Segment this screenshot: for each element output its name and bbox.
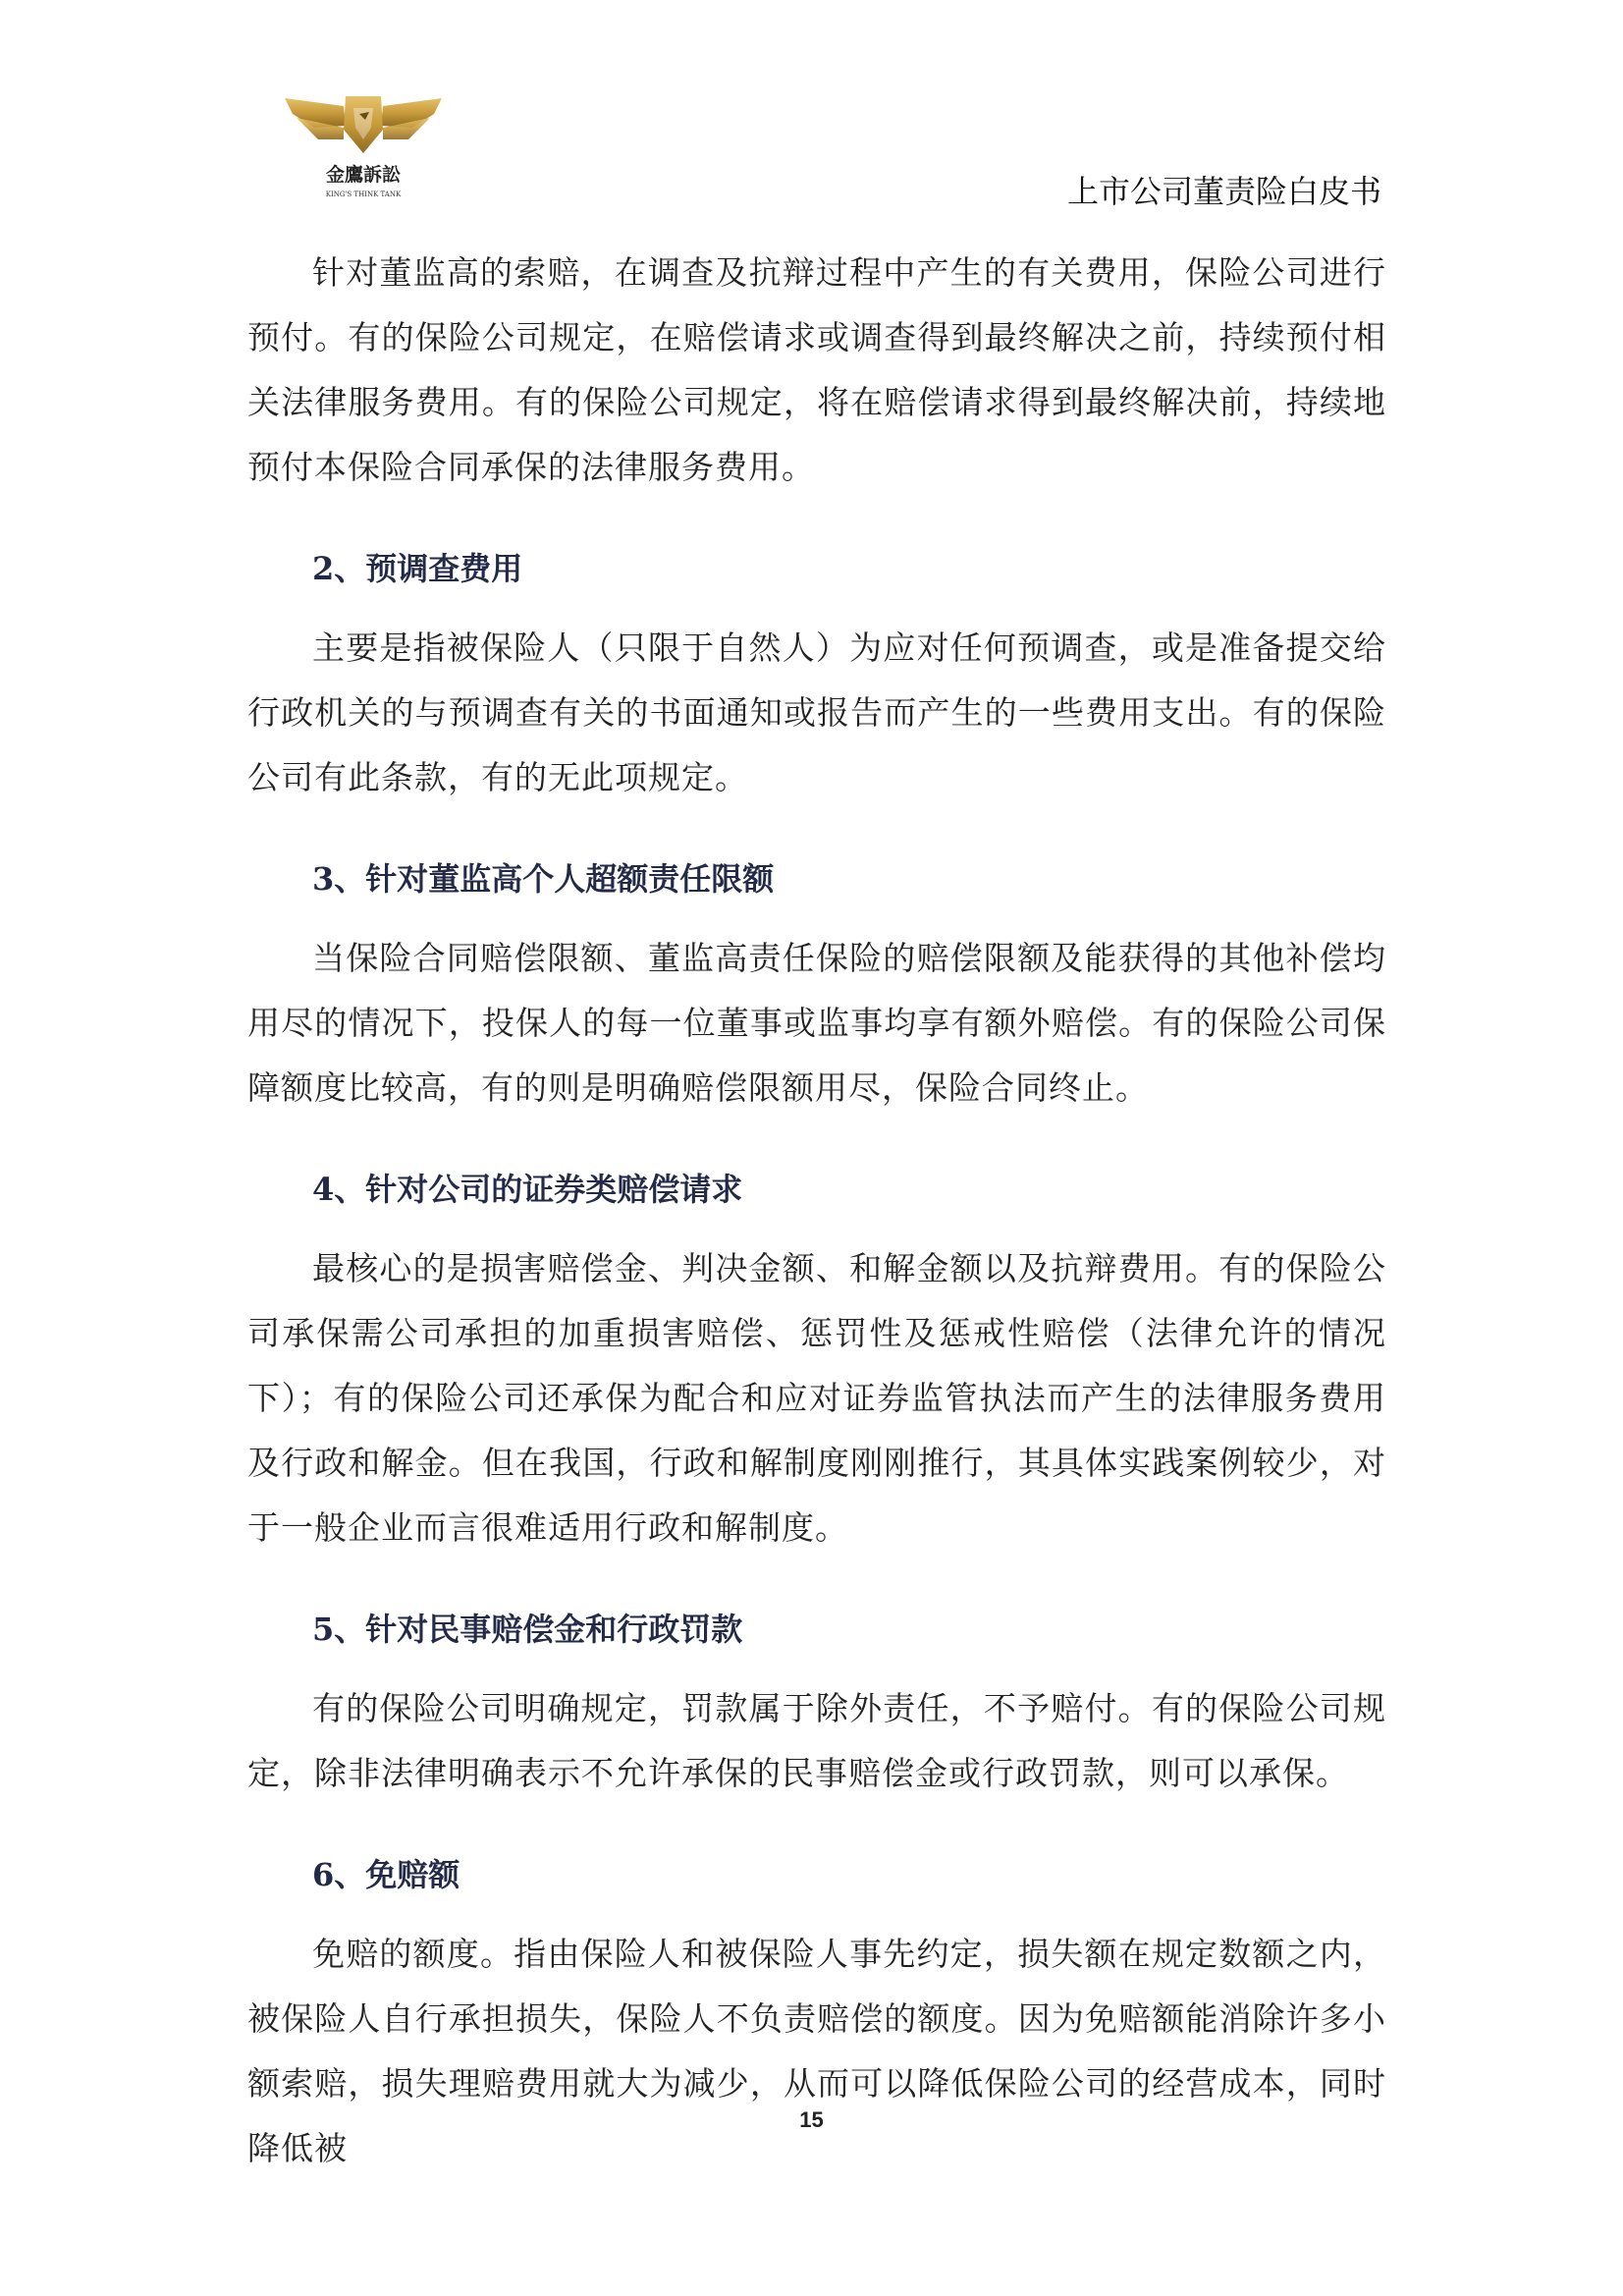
svg-text:金鷹訴訟: 金鷹訴訟 — [325, 164, 402, 186]
eagle-logo-icon — [275, 79, 452, 206]
svg-text:KING'S THINK TANK: KING'S THINK TANK — [325, 191, 402, 198]
company-logo — [275, 79, 452, 206]
section-heading: 6、免赔额 — [312, 1856, 460, 1893]
section-paragraph: 有的保险公司明确规定，罚款属于除外责任，不予赔付。有的保险公司规定，除非法律明确表示不允许承保的民事赔偿金或行政罚款，则可以承保。 — [247, 1689, 1386, 1792]
section-heading: 4、针对公司的证券类赔偿请求 — [312, 1171, 743, 1208]
intro-paragraph: 针对董监高的索赔，在调查及抗辩过程中产生的有关费用，保险公司进行预付。有的保险公司规定，在赔偿请求或调查得到最终解决之前，持续预付相关法律服务费用。有的保险公司规定，将在赔偿请求得到最终解决前，持续地预付本保险合同承保的法律服务费用。 — [247, 253, 1386, 486]
section-heading: 2、预调查费用 — [312, 550, 523, 587]
page-content — [247, 241, 1386, 2181]
section-paragraph: 免赔的额度。指由保险人和被保险人事先约定，损失额在规定数额之内，被保险人自行承担损失，保险人不负责赔偿的额度。因为免赔额能消除许多小额索赔，损失理赔费用就大为减少，从而可以降低保险公司的经营成本，同时降低被 — [247, 1935, 1386, 2167]
document-title: 上市公司董责险白皮书 — [1066, 173, 1381, 210]
section-heading: 5、针对民事赔偿金和行政罚款 — [312, 1611, 743, 1648]
section-paragraph: 最核心的是损害赔偿金、判决金额、和解金额以及抗辩费用。有的保险公司承保需公司承担的加重损害赔偿、惩罚性及惩戒性赔偿（法律允许的情况下）；有的保险公司还承保为配合和应对证券监管执法而产生的法律服务费用及行政和解金。但在我国，行政和解制度刚刚推行，其具体实践案例较少，对于一般企业而言很难适用行政和解制度。 — [247, 1249, 1386, 1547]
section-paragraph: 主要是指被保险人（只限于自然人）为应对任何预调查，或是准备提交给行政机关的与预调查有关的书面通知或报告而产生的一些费用支出。有的保险公司有此条款，有的无此项规定。 — [247, 629, 1386, 796]
section-heading: 3、针对董监高个人超额责任限额 — [312, 860, 775, 898]
page-number: 15 — [799, 2107, 824, 2132]
section-paragraph: 当保险合同赔偿限额、董监高责任保险的赔偿限额及能获得的其他补偿均用尽的情况下，投保人的每一位董事或监事均享有额外赔偿。有的保险公司保障额度比较高，有的则是明确赔偿限额用尽，保险合同终止。 — [247, 939, 1386, 1107]
